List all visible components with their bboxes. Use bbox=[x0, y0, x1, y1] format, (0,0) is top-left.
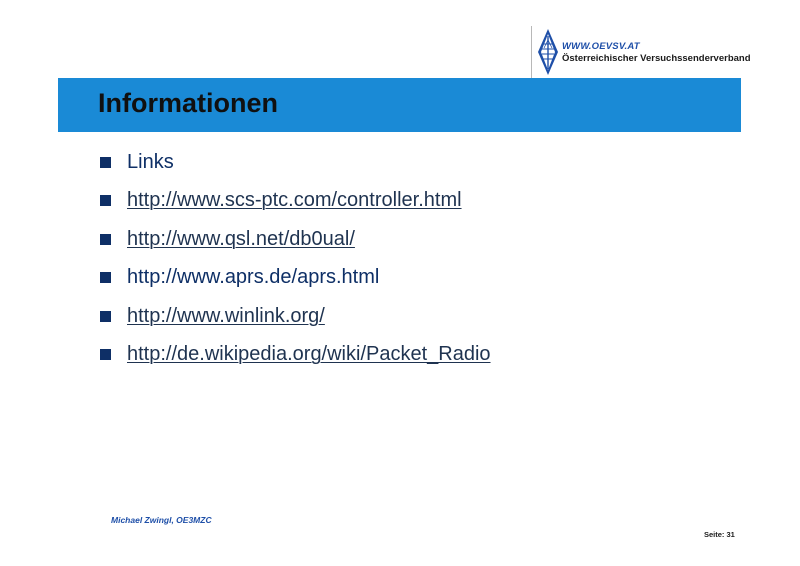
oevsv-logo bbox=[531, 26, 751, 78]
bullet-item-wikipedia bbox=[100, 336, 491, 375]
bullet-item-winlink bbox=[100, 297, 491, 336]
footer-author: Michael Zwingl, OE3MZC bbox=[111, 515, 212, 525]
antenna-emblem-icon bbox=[537, 28, 559, 76]
bullet-square-icon bbox=[100, 311, 111, 322]
link-wikipedia[interactable]: http://de.wikipedia.org/wiki/Packet_Radio bbox=[127, 343, 491, 366]
link-qsl[interactable]: http://www.qsl.net/db0ual/ bbox=[127, 227, 355, 250]
slide-title: Informationen bbox=[98, 88, 278, 118]
text-aprs: http://www.aprs.de/aprs.html bbox=[127, 266, 380, 289]
bullet-text-links: Links bbox=[127, 150, 174, 173]
bullet-square-icon bbox=[100, 272, 111, 283]
logo-divider bbox=[531, 26, 532, 78]
bullet-list bbox=[100, 143, 491, 374]
link-winlink[interactable]: http://www.winlink.org/ bbox=[127, 304, 325, 327]
bullet-square-icon bbox=[100, 234, 111, 245]
bullet-item-links bbox=[100, 143, 491, 182]
page-number: Seite: 31 bbox=[704, 530, 735, 539]
link-scs-ptc[interactable]: http://www.scs-ptc.com/controller.html bbox=[127, 189, 462, 212]
title-band bbox=[58, 78, 741, 132]
bullet-square-icon bbox=[100, 195, 111, 206]
bullet-square-icon bbox=[100, 349, 111, 360]
bullet-square-icon bbox=[100, 157, 111, 168]
logo-organization-name: Österreichischer Versuchssenderverband bbox=[562, 53, 751, 64]
bullet-item-qsl bbox=[100, 220, 491, 259]
logo-url: WWW.OEVSV.AT bbox=[562, 41, 640, 52]
bullet-item-aprs bbox=[100, 259, 491, 298]
bullet-item-scs-ptc bbox=[100, 182, 491, 221]
